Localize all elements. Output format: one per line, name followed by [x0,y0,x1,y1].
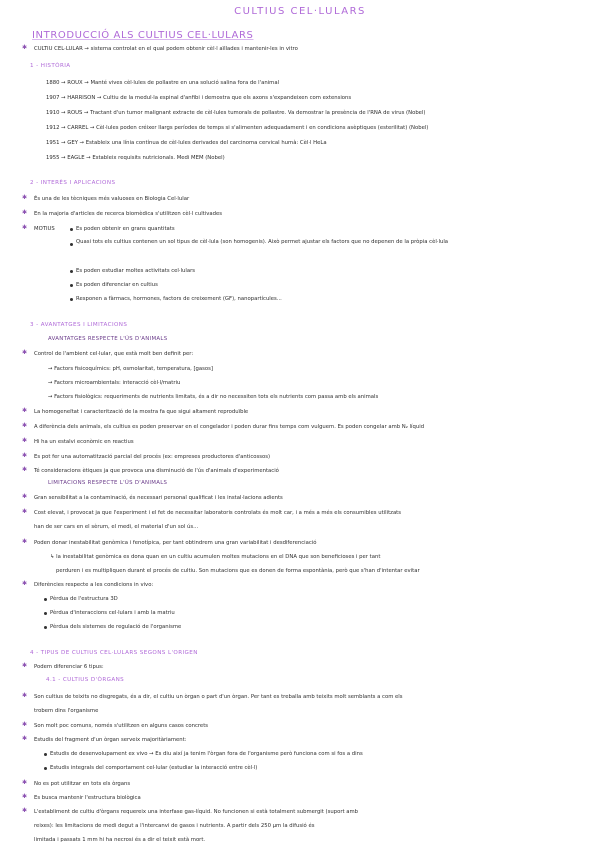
organ-item: Son cultius de teixits no disgregats, és a dir, el cultiu un òrgan o part d'un òrgan. Per tant es treballa amb teixits molt semblants a com els [34,694,403,700]
dot-bullet-icon [70,270,73,273]
star-bullet-icon: ✱ [22,807,28,814]
history-heading: 1 - HISTÒRIA [30,63,71,69]
limitation-item: Gran sensibilitat a la contaminació, és necessari personal qualificat i les instal·lacions adients [34,495,283,501]
star-bullet-icon: ✱ [22,662,28,669]
advantages-heading: 3 - AVANTATGES I LIMITACIONS [30,322,128,328]
star-bullet-icon: ✱ [22,721,28,728]
star-bullet-icon: ✱ [22,692,28,699]
limitation-item: Diferències respecte a les condicions in vivo: [34,582,154,588]
star-bullet-icon: ✱ [22,407,28,414]
intro-heading: INTRODUCCIÓ ALS CULTIUS CEL·LULARS [32,30,254,41]
interest-item: En la majoria d'articles de recerca biomèdica s'utilitzen cèl·l cultivades [34,211,222,217]
factor-item: → Factors fisicoquímics: pH, osmolaritat, temperatura, [gasos] [48,366,213,372]
organ-continuation: reixes): les limitacions de medi degut a l'intercanvi de gasos i nutrients. A partir dels 250 µm la difusió és [34,823,315,829]
organ-item: Es busca mantenir l'estructura biològica [34,795,141,801]
star-bullet-icon: ✱ [22,538,28,545]
star-bullet-icon: ✱ [22,349,28,356]
organ-culture-subheading: 4.1 - CULTIUS D'ÒRGANS [46,677,125,683]
page-title: CULTIUS CEL·LULARS [234,6,366,17]
limitation-item: Cost elevat, i provocat ja que l'experiment i el fet de necessitar laboratoris controlats és molt car, i a més a més els consumibles utilitzats [34,510,402,516]
limitations-subheading: LIMITACIONS RESPECTE L'ÚS D'ANIMALS [48,480,168,486]
star-bullet-icon: ✱ [22,466,28,473]
star-bullet-icon: ✱ [22,194,28,201]
star-bullet-icon: ✱ [22,493,28,500]
star-bullet-icon: ✱ [22,224,28,231]
dot-bullet-icon [70,228,73,231]
dot-bullet-icon [44,767,47,770]
invivo-item: Pèrdua de l'estructura 3D [50,596,118,602]
star-bullet-icon: ✱ [22,437,28,444]
motiu-item: Responen a fàrmacs, hormones, factors de creixement (GF), nanopartícules... [76,296,282,302]
star-bullet-icon: ✱ [22,580,28,587]
star-bullet-icon: ✱ [22,209,28,216]
star-bullet-icon: ✱ [22,44,28,51]
limitation-item: Poden donar inestabilitat genòmica i fenotípica, per tant obtindrem una gran variabilitat i desdiferenciació [34,540,317,546]
star-bullet-icon: ✱ [22,779,28,786]
history-item: 1907 → HARRISON → Cultiu de la medul·la espinal d'anfibi i demostra que els axons s'expandeixen com extensions [46,95,352,101]
history-item: 1951 → GEY → Estableix una línia contínua de cèl·lules derivades del carcinoma cervical humà: Cèl·l HeLa [46,140,327,146]
dot-bullet-icon [44,626,47,629]
dot-bullet-icon [44,612,47,615]
advantage-item: A diferència dels animals, els cultius es poden preservar en el congelador i poden durar fins temps com vulguem. Es poden congelar amb N₂ líquid [34,424,425,430]
motiu-item: Es poden diferenciar en cultius [76,282,158,288]
limitation-continuation: ↳ la inestabilitat genòmica es dona quan en un cultiu acumulen moltes mutacions en el DNA que son beneficioses i per tant [50,554,381,560]
star-bullet-icon: ✱ [22,735,28,742]
history-item: 1955 → EAGLE → Estableix requisits nutricionals. Medi MEM (Nobel) [46,155,225,161]
study-item: Estudis de desenvolupament ex vivo → Es diu així ja tenim l'òrgan fora de l'organisme però funciona com si fos a dins [50,751,363,757]
advantage-item: La homogeneïtat i caracterització de la mostra fa que sigui altament reproduïble [34,409,249,415]
star-bullet-icon: ✱ [22,452,28,459]
history-item: 1910 → ROUS → Tractant d'un tumor malignant extracte de cèl·lules tumorals de pollastre. Va demostrar la presència de l'RNA de virus (Nobel) [46,110,426,116]
factor-item: → Factors microambientals: interacció cèl·l/matriu [48,380,181,386]
interest-heading: 2 - INTERÈS I APLICACIONS [30,180,116,186]
factor-item: → Factors fisiològics: requeriments de nutrients limitats, és a dir no necessiten tots els nutrients com passa amb els animals [48,394,379,400]
types-heading: 4 - TIPUS DE CULTIUS CEL·LULARS SEGONS L'ORIGEN [30,650,198,656]
motiu-item: Quasi tots els cultius contenen un sol tipus de cèl·lula (son homogenis). Això permet ajustar els factors que no depenen de la pròpia cèl·lula [76,239,449,245]
organ-item: Son molt poc comuns, només s'utilitzen en alguns casos concrets [34,723,209,729]
dot-bullet-icon [44,598,47,601]
limitation-continuation: perduren i es multipliquen durant el procés de cultiu. Son mutacions que es donen de forma espontània, però que s'han d'intentar evitar [56,568,420,574]
control-intro: Control de l'ambient cel·lular, que està molt ben definit per: [34,351,194,357]
organ-continuation: limitada i passats 1 mm hi ha necrosi és a dir el teixit està mort. [34,837,206,843]
star-bullet-icon: ✱ [22,508,28,515]
dot-bullet-icon [70,298,73,301]
intro-definition: CULTIU CEL·LULAR → sistema controlat en el qual podem obtenir cèl·l aïllades i mantenir-les in vitro [34,46,298,52]
invivo-item: Pèrdua dels sistemes de regulació de l'organisme [50,624,182,630]
organ-continuation: trobem dins l'organisme [34,708,99,714]
dot-bullet-icon [44,753,47,756]
advantage-item: Hi ha un estalvi econòmic en reactius [34,439,134,445]
motiu-item: Es poden obtenir en grans quantitats [76,226,175,232]
motiu-item: Es poden estudiar moltes activitats cel·lulars [76,268,196,274]
organ-item: L'establiment de cultiu d'òrgans requereix una interfase gas-líquid. No funcionen si està totalment submergit (suport amb [34,809,359,815]
interest-motius-label: MOTIUS [34,226,55,232]
advantages-subheading: AVANTATGES RESPECTE L'ÚS D'ANIMALS [48,336,168,342]
study-item: Estudis integrals del comportament cel·lular (estudiar la interacció entre cèl·l) [50,765,258,771]
star-bullet-icon: ✱ [22,793,28,800]
history-item: 1912 → CARREL → Cèl·lules poden créixer llargs períodes de temps si s'alimenten adequadament i en condicions asèptiques (esterilitat) (Nobel) [46,125,429,131]
star-bullet-icon: ✱ [22,422,28,429]
invivo-item: Pèrdua d'interaccions cel·lulars i amb la matriu [50,610,175,616]
interest-item: És una de les tècniques més valuoses en Biologia Cel·lular [34,196,190,202]
advantage-item: Té consideracions ètiques ja que provoca una disminució de l'ús d'animals d'experimentació [34,468,279,474]
organ-item: No es pot utilitzar en tots els òrgans [34,781,131,787]
types-intro: Podem diferenciar 6 tipus: [34,664,104,670]
limitation-continuation: han de ser cars en el sèrum, el medi, el material d'un sol ús... [34,524,199,530]
dot-bullet-icon [70,284,73,287]
organ-item: Estudis del fragment d'un òrgan serveix majoritàriament: [34,737,187,743]
history-item: 1880 → ROUX → Manté vives cèl·lules de pollastre en una solució salina fora de l'animal [46,80,280,86]
advantage-item: Es pot fer una automatització parcial del procés (ex: empreses productores d'anticossos) [34,454,271,460]
dot-bullet-icon [70,243,73,246]
